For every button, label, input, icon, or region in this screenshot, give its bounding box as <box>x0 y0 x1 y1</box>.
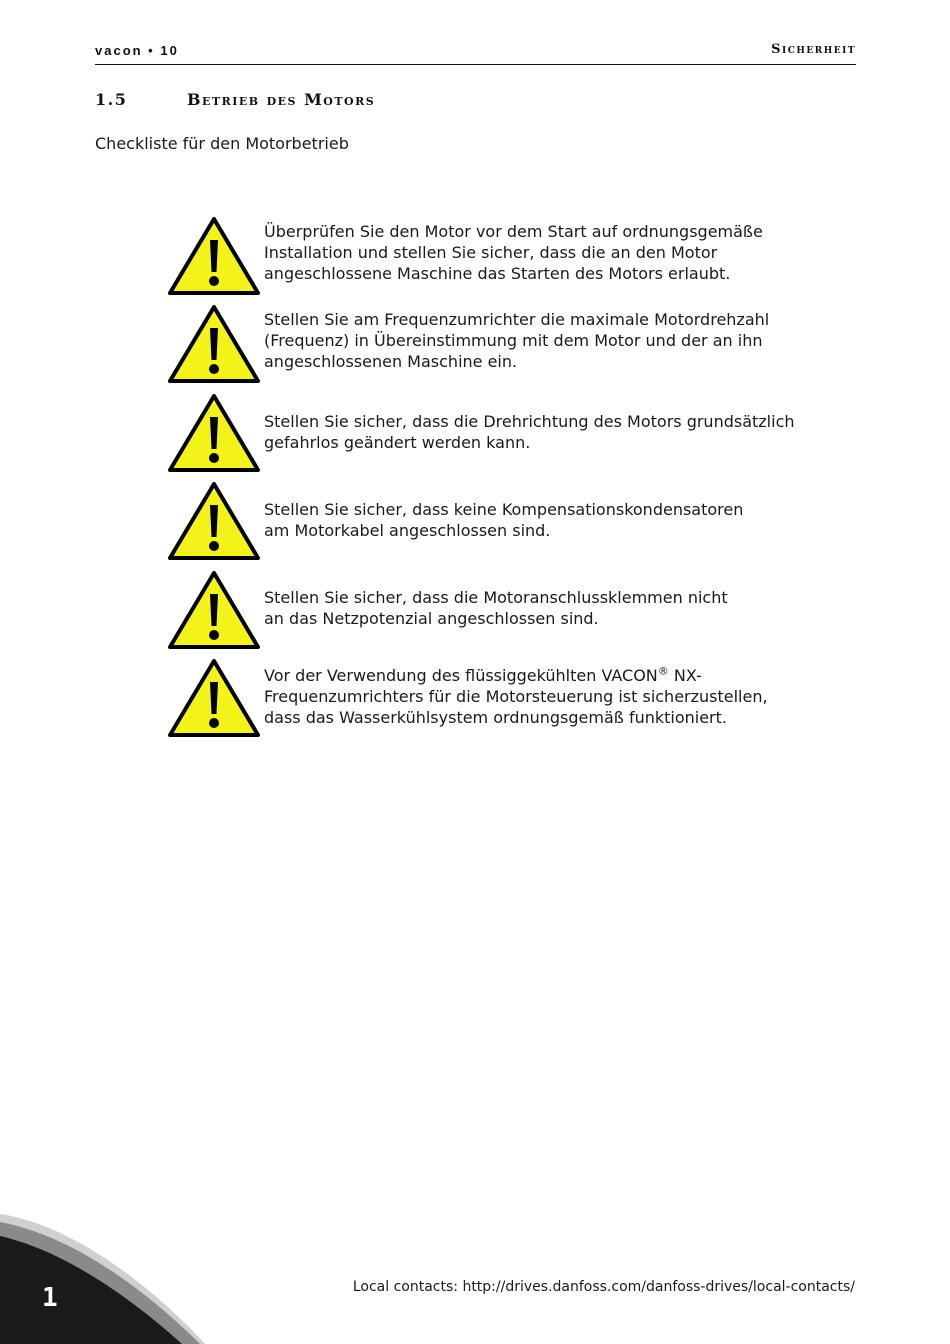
section-heading <box>95 90 695 109</box>
intro-text: Checkliste für den Motorbetrieb <box>95 134 349 153</box>
warning-text: Stellen Sie sicher, dass keine Kompensationskondensatoren am Motorkabel angeschlossen sind. <box>264 500 744 540</box>
corner-swoosh-decoration <box>0 1214 205 1344</box>
warning-item <box>168 393 808 473</box>
warning-triangle-icon <box>168 393 262 473</box>
warning-triangle-icon <box>168 658 262 738</box>
page-header <box>95 42 856 65</box>
warning-text: Überprüfen Sie den Motor vor dem Start auf ordnungsgemäße Installation und stellen Sie sicher, dass die an den Motor angeschlossene Maschine das Starten des Motors erlaubt. <box>264 222 763 283</box>
warning-text-part: Vor der Verwendung des flüssiggekühlten VACON <box>264 666 658 685</box>
warning-item <box>168 570 808 650</box>
warning-text: Stellen Sie sicher, dass die Motoranschlussklemmen nicht an das Netzpotenzial angeschlossen sind. <box>264 588 728 628</box>
header-chapter: Sicherheit <box>771 42 856 57</box>
warning-item <box>168 304 808 384</box>
warning-item <box>168 216 808 296</box>
warning-item <box>168 481 808 561</box>
warning-item <box>168 658 808 738</box>
warning-triangle-icon <box>168 570 262 650</box>
warning-triangle-icon <box>168 304 262 384</box>
section-number: 1.5 <box>95 90 128 109</box>
footer-contacts: Local contacts: http://drives.danfoss.com/danfoss-drives/local-contacts/ <box>352 1279 855 1295</box>
warning-text: Stellen Sie am Frequenzumrichter die maximale Motordrehzahl (Frequenz) in Übereinstimmung mit dem Motor und der an ihn angeschlossenen Maschine ein. <box>264 310 770 371</box>
warning-text-part: NX-Frequenzumrichters für die Motorsteuerung ist sicherzustellen, dass das Wasserkühlsystem ordnungsgemäß funktioniert. <box>264 666 768 727</box>
warning-triangle-icon <box>168 216 262 296</box>
page-number: 1 <box>42 1283 58 1313</box>
header-brand-page: vacon • 10 <box>95 43 179 58</box>
warning-text: Stellen Sie sicher, dass die Drehrichtung des Motors grundsätzlich gefahrlos geändert werden kann. <box>264 412 795 452</box>
section-title: Betrieb des Motors <box>187 90 376 109</box>
warning-triangle-icon <box>168 481 262 561</box>
warning-text <box>264 665 784 728</box>
registered-mark: ® <box>657 664 669 678</box>
